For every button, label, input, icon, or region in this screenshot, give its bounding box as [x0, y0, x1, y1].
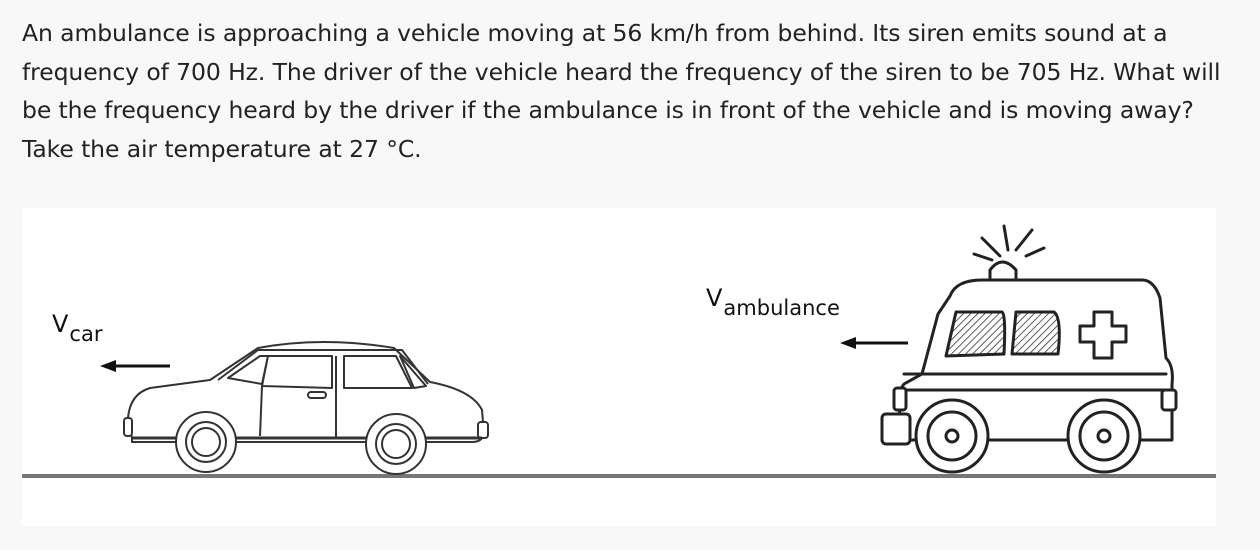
ambulance-velocity-label: [706, 284, 840, 320]
ambulance: [882, 226, 1176, 472]
car-velocity-label: [52, 310, 103, 346]
car-velocity-arrow: [100, 360, 170, 372]
ambulance-velocity-symbol: V: [706, 284, 723, 312]
car-velocity-subscript: car: [69, 322, 103, 346]
ambulance-velocity-arrow: [840, 337, 908, 349]
ambulance-velocity-subscript: ambulance: [723, 296, 840, 320]
car-velocity-symbol: V: [52, 310, 69, 338]
problem-statement: An ambulance is approaching a vehicle moving at 56 km/h from behind. Its siren emits sound at a frequency of 700 Hz. The driver of the vehicle heard the frequency of the siren to be 705 Hz. What will be the frequency heard by the driver if the ambulance is in front of the vehicle and is moving away? Take the air temperature at 27 °C.: [22, 19, 1221, 163]
doppler-figure: [22, 208, 1216, 526]
car: [124, 342, 488, 474]
scene-drawing: [22, 208, 1216, 526]
